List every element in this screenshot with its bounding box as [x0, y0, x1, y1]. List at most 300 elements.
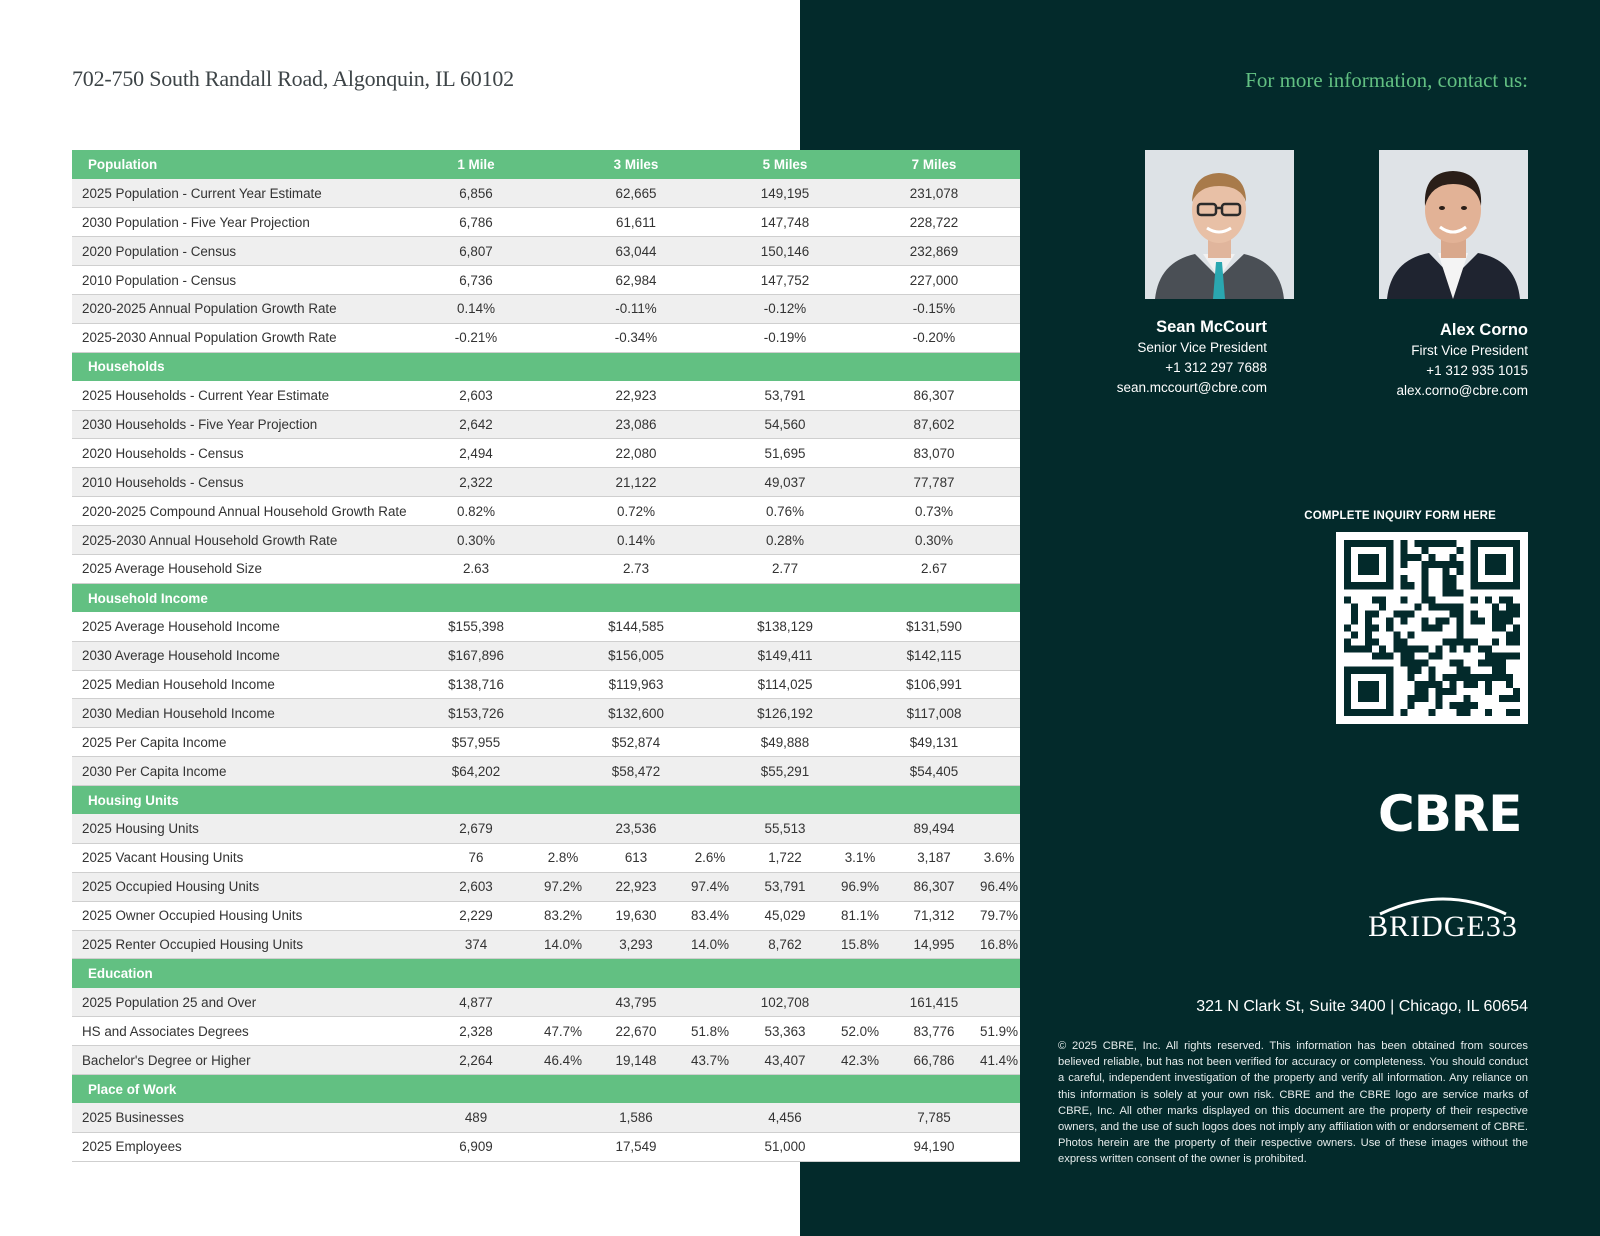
cell-value: 2,264: [418, 1046, 534, 1075]
bridge33-logo: [1358, 892, 1528, 948]
cell-percent: [534, 728, 592, 757]
cell-value: 22,923: [592, 872, 680, 901]
cell-value: 6,909: [418, 1132, 534, 1161]
cell-percent: [680, 410, 740, 439]
cell-percent: [830, 641, 890, 670]
cell-percent: [534, 814, 592, 843]
cell-value: -0.15%: [890, 294, 978, 323]
cell-value: $119,963: [592, 670, 680, 699]
headshot-sean-mccourt: [1145, 150, 1294, 299]
cell-value: $138,716: [418, 670, 534, 699]
row-label: 2025 Average Household Size: [72, 554, 418, 583]
cell-value: 53,791: [740, 872, 830, 901]
cell-value: $52,874: [592, 728, 680, 757]
inquiry-qr-code[interactable]: [1336, 532, 1528, 724]
cell-value: $149,411: [740, 641, 830, 670]
cell-value: 23,086: [592, 410, 680, 439]
section-title: Housing Units: [72, 786, 418, 815]
qr-code-icon: [1344, 540, 1520, 716]
section-header: [72, 1075, 1020, 1104]
table-row: [72, 728, 1020, 757]
cell-percent: 79.7%: [978, 901, 1020, 930]
cell-percent: [830, 728, 890, 757]
cell-value: $132,600: [592, 699, 680, 728]
cell-value: 54,560: [740, 410, 830, 439]
column-spacer: [534, 150, 592, 179]
cell-value: 0.30%: [890, 526, 978, 555]
cell-value: 2.73: [592, 554, 680, 583]
cell-percent: [978, 237, 1020, 266]
cell-value: 2,642: [418, 410, 534, 439]
cell-percent: [534, 526, 592, 555]
cell-percent: [978, 699, 1020, 728]
cell-value: 19,630: [592, 901, 680, 930]
cell-percent: 97.4%: [680, 872, 740, 901]
cell-value: 2,229: [418, 901, 534, 930]
cell-value: $126,192: [740, 699, 830, 728]
cell-percent: [978, 554, 1020, 583]
qr-label: COMPLETE INQUIRY FORM HERE: [1304, 510, 1496, 522]
cell-percent: [830, 612, 890, 641]
cell-value: $167,896: [418, 641, 534, 670]
cell-percent: [680, 468, 740, 497]
cell-percent: [830, 814, 890, 843]
cell-percent: 81.1%: [830, 901, 890, 930]
table-row: [72, 323, 1020, 352]
cell-value: 0.14%: [592, 526, 680, 555]
cell-value: 83,070: [890, 439, 978, 468]
cell-value: 3,187: [890, 843, 978, 872]
row-label: 2030 Median Household Income: [72, 699, 418, 728]
cell-value: 17,549: [592, 1132, 680, 1161]
table-row: [72, 468, 1020, 497]
cell-percent: [978, 526, 1020, 555]
row-label: 2025 Owner Occupied Housing Units: [72, 901, 418, 930]
table-row: [72, 554, 1020, 583]
cell-percent: [830, 410, 890, 439]
row-label: 2030 Per Capita Income: [72, 757, 418, 786]
cell-value: 89,494: [890, 814, 978, 843]
cell-percent: [830, 497, 890, 526]
cell-value: 2.67: [890, 554, 978, 583]
column-header: 5 Miles: [740, 150, 830, 179]
legal-disclaimer: © 2025 CBRE, Inc. All rights reserved. This information has been obtained from sources believed reliable, but has not been verified for accuracy or completeness. You should conduct a careful, independent investigation of the property and verify all information. Any reliance on this information is solely at your own risk. CBRE and the CBRE logo are service marks of CBRE, Inc. All other marks displayed on this document are the property of their respective owners, and the use of such logos does not imply any affiliation with or endorsement of CBRE. Photos herein are the property of their respective owners. Use of these images without the express written consent of the owner is prohibited.: [1058, 1040, 1528, 1166]
cell-value: 0.72%: [592, 497, 680, 526]
cell-percent: 51.8%: [680, 1017, 740, 1046]
table-row: [72, 208, 1020, 237]
row-label: 2025 Per Capita Income: [72, 728, 418, 757]
cell-value: 6,786: [418, 208, 534, 237]
cell-percent: 51.9%: [978, 1017, 1020, 1046]
table-row: [72, 1103, 1020, 1132]
cell-percent: 3.1%: [830, 843, 890, 872]
cell-percent: [534, 1103, 592, 1132]
cell-percent: [830, 468, 890, 497]
cell-percent: [680, 699, 740, 728]
cell-percent: [534, 381, 592, 410]
row-label: 2030 Population - Five Year Projection: [72, 208, 418, 237]
cell-percent: [680, 439, 740, 468]
cell-value: 23,536: [592, 814, 680, 843]
cell-percent: [680, 266, 740, 295]
cell-percent: [978, 1103, 1020, 1132]
cell-value: 22,080: [592, 439, 680, 468]
cell-percent: [830, 1103, 890, 1132]
cell-percent: 96.4%: [978, 872, 1020, 901]
column-spacer: [830, 150, 890, 179]
cell-percent: [830, 554, 890, 583]
cell-value: 51,000: [740, 1132, 830, 1161]
contact-name: Alex Corno: [1439, 321, 1528, 339]
demographics-table: [72, 150, 1020, 1162]
cell-percent: [534, 554, 592, 583]
cell-percent: [680, 294, 740, 323]
section-spacer: [418, 959, 1020, 988]
cell-value: $106,991: [890, 670, 978, 699]
cell-percent: [680, 728, 740, 757]
cell-value: 2,322: [418, 468, 534, 497]
cell-percent: [978, 1132, 1020, 1161]
row-label: 2025-2030 Annual Population Growth Rate: [72, 323, 418, 352]
cell-percent: [978, 468, 1020, 497]
cell-value: 63,044: [592, 237, 680, 266]
cell-percent: [534, 208, 592, 237]
cell-percent: [680, 612, 740, 641]
contact-name: Sean McCourt: [1156, 318, 1267, 336]
cell-value: 55,513: [740, 814, 830, 843]
cell-percent: [978, 641, 1020, 670]
cell-value: $144,585: [592, 612, 680, 641]
table-row: [72, 179, 1020, 208]
cell-value: $57,955: [418, 728, 534, 757]
cell-percent: [534, 497, 592, 526]
cell-percent: [534, 294, 592, 323]
cell-percent: [680, 237, 740, 266]
cell-value: 231,078: [890, 179, 978, 208]
contact-phone[interactable]: +1 312 935 1015: [1426, 363, 1528, 378]
cell-value: 22,923: [592, 381, 680, 410]
cell-value: $49,131: [890, 728, 978, 757]
row-label: 2020-2025 Annual Population Growth Rate: [72, 294, 418, 323]
table-row: [72, 1132, 1020, 1161]
cell-percent: [534, 641, 592, 670]
cell-percent: [534, 237, 592, 266]
cell-value: 0.30%: [418, 526, 534, 555]
contact-sean-mccourt: [1117, 316, 1267, 398]
cell-value: 489: [418, 1103, 534, 1132]
cell-value: 53,363: [740, 1017, 830, 1046]
row-label: 2010 Population - Census: [72, 266, 418, 295]
cell-value: 2,603: [418, 381, 534, 410]
cell-percent: [534, 439, 592, 468]
cell-percent: [830, 179, 890, 208]
cell-percent: 2.6%: [680, 843, 740, 872]
row-label: 2020 Population - Census: [72, 237, 418, 266]
cell-percent: [534, 410, 592, 439]
cell-percent: [978, 497, 1020, 526]
table-row: [72, 612, 1020, 641]
cell-percent: [680, 497, 740, 526]
cell-value: 161,415: [890, 988, 978, 1017]
cell-value: 51,695: [740, 439, 830, 468]
cell-value: 49,037: [740, 468, 830, 497]
cell-value: 21,122: [592, 468, 680, 497]
cell-value: 227,000: [890, 266, 978, 295]
section-title: Population: [72, 150, 418, 179]
contact-email[interactable]: alex.corno@cbre.com: [1396, 383, 1528, 398]
cell-percent: [978, 814, 1020, 843]
column-spacer: [978, 150, 1020, 179]
table-row: [72, 699, 1020, 728]
table-row: [72, 843, 1020, 872]
cell-percent: 14.0%: [534, 930, 592, 959]
section-spacer: [418, 583, 1020, 612]
table-row: [72, 526, 1020, 555]
cbre-logo: CBRE: [1378, 785, 1522, 843]
cell-percent: [978, 208, 1020, 237]
row-label: 2025 Renter Occupied Housing Units: [72, 930, 418, 959]
cell-value: $131,590: [890, 612, 978, 641]
cell-percent: 83.2%: [534, 901, 592, 930]
cell-value: 2.77: [740, 554, 830, 583]
cell-percent: [830, 1132, 890, 1161]
cell-percent: [680, 179, 740, 208]
cell-percent: [534, 266, 592, 295]
cell-value: $64,202: [418, 757, 534, 786]
cell-value: 66,786: [890, 1046, 978, 1075]
cell-value: 150,146: [740, 237, 830, 266]
cell-value: 147,752: [740, 266, 830, 295]
bridge33-wordmark: BRIDGE33: [1368, 910, 1518, 943]
cell-percent: [830, 988, 890, 1017]
section-title: Place of Work: [72, 1075, 418, 1104]
column-header: 3 Miles: [592, 150, 680, 179]
cell-percent: [680, 757, 740, 786]
cell-percent: 46.4%: [534, 1046, 592, 1075]
property-address: 702-750 South Randall Road, Algonquin, IL 60102: [72, 66, 514, 91]
cell-percent: [978, 670, 1020, 699]
cell-percent: [978, 728, 1020, 757]
cell-percent: [830, 208, 890, 237]
table-row: [72, 410, 1020, 439]
cell-percent: [680, 641, 740, 670]
cell-percent: [978, 439, 1020, 468]
cell-percent: [978, 294, 1020, 323]
cell-percent: [534, 699, 592, 728]
cell-value: 2.63: [418, 554, 534, 583]
cell-value: 0.73%: [890, 497, 978, 526]
cell-value: 1,586: [592, 1103, 680, 1132]
row-label: 2025 Employees: [72, 1132, 418, 1161]
cell-percent: [978, 323, 1020, 352]
cell-value: 2,603: [418, 872, 534, 901]
row-label: 2025 Population - Current Year Estimate: [72, 179, 418, 208]
cell-value: 87,602: [890, 410, 978, 439]
cell-value: 0.76%: [740, 497, 830, 526]
contact-email[interactable]: sean.mccourt@cbre.com: [1116, 380, 1267, 395]
cell-percent: [680, 554, 740, 583]
cell-value: 45,029: [740, 901, 830, 930]
cell-value: 147,748: [740, 208, 830, 237]
cell-percent: [680, 670, 740, 699]
cell-percent: [830, 757, 890, 786]
section-title: Household Income: [72, 583, 418, 612]
cell-value: -0.12%: [740, 294, 830, 323]
cell-percent: [830, 526, 890, 555]
cell-value: 14,995: [890, 930, 978, 959]
cell-value: 62,665: [592, 179, 680, 208]
column-spacer: [680, 150, 740, 179]
cell-value: -0.21%: [418, 323, 534, 352]
cell-percent: 83.4%: [680, 901, 740, 930]
cell-value: 2,494: [418, 439, 534, 468]
cell-percent: 16.8%: [978, 930, 1020, 959]
cell-percent: [680, 988, 740, 1017]
cell-value: 3,293: [592, 930, 680, 959]
cell-value: $114,025: [740, 670, 830, 699]
cell-percent: [534, 757, 592, 786]
section-title: Households: [72, 352, 418, 381]
section-header: [72, 786, 1020, 815]
cell-value: 232,869: [890, 237, 978, 266]
table-row: [72, 901, 1020, 930]
table-row: [72, 670, 1020, 699]
table-row: [72, 294, 1020, 323]
cell-percent: [830, 381, 890, 410]
cell-percent: 47.7%: [534, 1017, 592, 1046]
cell-percent: 2.8%: [534, 843, 592, 872]
cell-value: 1,722: [740, 843, 830, 872]
cell-percent: [830, 670, 890, 699]
contact-heading: For more information, contact us:: [1245, 68, 1528, 92]
cell-percent: [534, 988, 592, 1017]
cell-percent: [978, 179, 1020, 208]
cell-percent: [680, 1132, 740, 1161]
cell-percent: [830, 323, 890, 352]
row-label: 2020 Households - Census: [72, 439, 418, 468]
cell-percent: 97.2%: [534, 872, 592, 901]
column-header: 7 Miles: [890, 150, 978, 179]
cell-percent: 41.4%: [978, 1046, 1020, 1075]
cell-value: 228,722: [890, 208, 978, 237]
cell-value: $138,129: [740, 612, 830, 641]
cell-value: -0.20%: [890, 323, 978, 352]
cell-percent: 3.6%: [978, 843, 1020, 872]
section-header: [72, 150, 1020, 179]
cell-value: 86,307: [890, 381, 978, 410]
row-label: 2030 Average Household Income: [72, 641, 418, 670]
cell-value: 0.28%: [740, 526, 830, 555]
table-row: [72, 930, 1020, 959]
row-label: 2025 Occupied Housing Units: [72, 872, 418, 901]
cell-value: 149,195: [740, 179, 830, 208]
row-label: 2025 Housing Units: [72, 814, 418, 843]
table-row: [72, 381, 1020, 410]
cell-value: 62,984: [592, 266, 680, 295]
cell-value: 71,312: [890, 901, 978, 930]
section-header: [72, 583, 1020, 612]
contact-title: First Vice President: [1411, 343, 1528, 358]
cell-percent: [680, 323, 740, 352]
column-header: 1 Mile: [418, 150, 534, 179]
cell-value: $156,005: [592, 641, 680, 670]
cell-value: $58,472: [592, 757, 680, 786]
cell-value: 4,456: [740, 1103, 830, 1132]
cell-value: 61,611: [592, 208, 680, 237]
office-address: 321 N Clark St, Suite 3400 | Chicago, IL 60654: [1196, 998, 1528, 1015]
table-row: [72, 497, 1020, 526]
row-label: 2025-2030 Annual Household Growth Rate: [72, 526, 418, 555]
table-row: [72, 872, 1020, 901]
section-title: Education: [72, 959, 418, 988]
table-row: [72, 814, 1020, 843]
cell-value: 43,795: [592, 988, 680, 1017]
cell-value: 6,736: [418, 266, 534, 295]
cell-value: 374: [418, 930, 534, 959]
table-row: [72, 1017, 1020, 1046]
cell-percent: [534, 179, 592, 208]
cell-percent: 15.8%: [830, 930, 890, 959]
cell-value: 6,856: [418, 179, 534, 208]
cell-percent: [830, 699, 890, 728]
contact-phone[interactable]: +1 312 297 7688: [1165, 360, 1267, 375]
section-spacer: [418, 352, 1020, 381]
row-label: 2030 Households - Five Year Projection: [72, 410, 418, 439]
cell-value: $155,398: [418, 612, 534, 641]
table-row: [72, 237, 1020, 266]
cell-percent: 52.0%: [830, 1017, 890, 1046]
cell-value: $49,888: [740, 728, 830, 757]
table-row: [72, 988, 1020, 1017]
contact-alex-corno: [1396, 319, 1528, 401]
cell-value: $117,008: [890, 699, 978, 728]
headshot-alex-corno: [1379, 150, 1528, 299]
cell-percent: [978, 266, 1020, 295]
table-row: [72, 641, 1020, 670]
section-header: [72, 352, 1020, 381]
cell-value: 83,776: [890, 1017, 978, 1046]
cell-percent: 43.7%: [680, 1046, 740, 1075]
cell-value: -0.19%: [740, 323, 830, 352]
cell-value: 613: [592, 843, 680, 872]
row-label: 2025 Vacant Housing Units: [72, 843, 418, 872]
cell-percent: [978, 410, 1020, 439]
cell-percent: [534, 1132, 592, 1161]
cell-value: $153,726: [418, 699, 534, 728]
table-row: [72, 439, 1020, 468]
cell-value: 6,807: [418, 237, 534, 266]
row-label: 2025 Businesses: [72, 1103, 418, 1132]
cell-value: 53,791: [740, 381, 830, 410]
cell-percent: [830, 439, 890, 468]
cell-percent: [830, 237, 890, 266]
cell-value: 4,877: [418, 988, 534, 1017]
row-label: 2025 Population 25 and Over: [72, 988, 418, 1017]
cell-percent: [830, 266, 890, 295]
cell-value: 7,785: [890, 1103, 978, 1132]
cell-value: 102,708: [740, 988, 830, 1017]
table-row: [72, 1046, 1020, 1075]
row-label: 2025 Households - Current Year Estimate: [72, 381, 418, 410]
table-row: [72, 266, 1020, 295]
section-spacer: [418, 1075, 1020, 1104]
cell-value: $55,291: [740, 757, 830, 786]
cell-percent: [978, 757, 1020, 786]
cell-percent: [680, 208, 740, 237]
cell-value: 94,190: [890, 1132, 978, 1161]
cell-percent: [680, 381, 740, 410]
cell-percent: [680, 526, 740, 555]
